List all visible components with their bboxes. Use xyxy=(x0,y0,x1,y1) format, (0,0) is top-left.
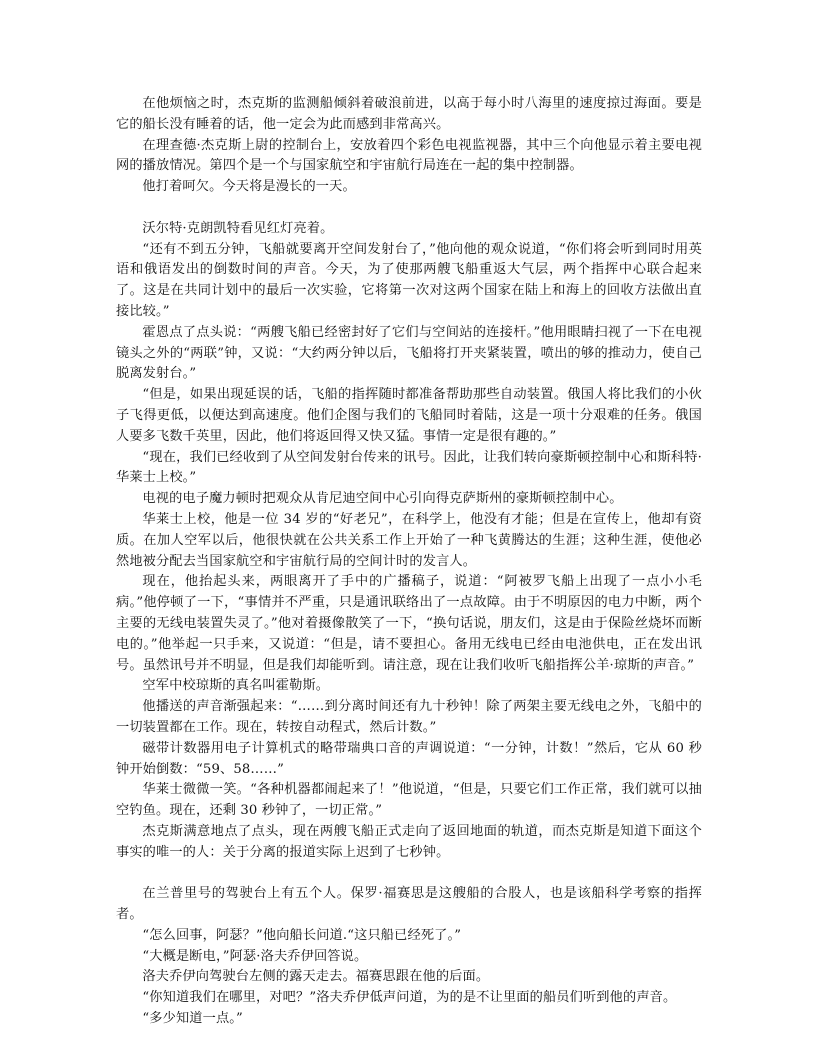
paragraph: 他打着呵欠。今天将是漫长的一天。 xyxy=(142,179,356,195)
paragraph: “多少知道一点。” xyxy=(142,1011,243,1027)
paragraph: “现在，我们已经收到了从空间发射台传来的讯号。因此，让我们转向豪斯顿控制中心和斯科特·华莱士上校。” xyxy=(116,449,702,486)
paragraph: 电视的电子魔力顿时把观众从肯尼迪空间中心引向得克萨斯州的豪斯顿控制中心。 xyxy=(142,491,623,507)
paragraph: “怎么回事，阿瑟？”他向船长问道.“这只船已经死了。” xyxy=(142,927,462,943)
paragraph: 他播送的声音渐强起来：“……到分离时间还有九十秒钟！除了两架主要无线电之外，飞船中的一切装置都在工作。现在，转按自动程式，然后计数。” xyxy=(116,699,702,735)
paragraph: 杰克斯满意地点了点头，现在两艘飞船正式走向了返回地面的轨道，而杰克斯是知道下面这个事实的唯一的人：关于分离的报道实际上迟到了七秒钟。 xyxy=(116,823,702,860)
paragraph: “但是，如果出现延误的话，飞船的指挥随时都准备帮助那些自动装置。俄国人将比我们的小伙子飞得更低，以便达到高速度。他们企图与我们的飞船同时着陆，这是一项十分艰难的任务。俄国人要多飞数千英里，因此，他们将返回得又快又猛。事情一定是很有趣的。” xyxy=(116,387,702,444)
document-page xyxy=(116,94,702,1030)
section-break xyxy=(116,198,702,219)
paragraph: 现在，他抬起头来，两眼离开了手中的广播稿子，说道：“阿被罗飞船上出现了一点小小毛病。”他停顿了一下，“事情并不严重，只是通讯联络出了一点故障。由于不明原因的电力中断，两个主要的无线电装置失灵了。”他对着摄像散笑了一下，“换句话说，朋友们，这是由于保险丝烧坏而断电的。”他举起一只手来，又说道：“但是，请不要担心。备用无线电已经由电池供电，正在发出讯号。虽然讯号并不明显，但是我们却能听到。请注意，现在让我们收听飞船指挥公羊·琼斯的声音。” xyxy=(116,574,702,673)
paragraph: “大概是断电，”阿瑟·洛夫乔伊回答说。 xyxy=(142,948,368,964)
paragraph: 在理查德·杰克斯上尉的控制台上，安放着四个彩色电视监视器，其中三个向他显示着主要电视网的播放情况。第四个是一个与国家航空和宇宙航行局连在一起的集中控制器。 xyxy=(116,137,702,174)
paragraph: 华莱士上校，他是一位 34 岁的“好老兄”，在科学上，他没有才能；但是在宣传上，他却有资质。在加人空军以后，他很快就在公共关系工作上开始了一种飞黄腾达的生涯；这种生涯，使他必然地被分配去当国家航空和宇宙航行局的空间计时的发言人。 xyxy=(116,511,702,569)
paragraph: “你知道我们在哪里，对吧？”洛夫乔伊低声问道，为的是不让里面的船员们听到他的声音。 xyxy=(142,990,677,1006)
paragraph: 在兰普里号的驾驶台上有五个人。保罗·福赛思是这艘船的合股人，也是该船科学考察的指挥者。 xyxy=(116,886,702,923)
paragraph: 沃尔特·克朗凯特看见红灯亮着。 xyxy=(142,220,334,236)
paragraph: 霍恩点了点头说：“两艘飞船已经密封好了它们与空间站的连接杆。”他用眼睛扫视了一下在电视镜头之外的“两联”钟，又说：“大约两分钟以后，飞船将打开夹紧装置，喷出的够的推动力，使自己脱离发射台。” xyxy=(116,324,702,382)
paragraph: 洛夫乔伊向驾驶台左侧的露天走去。福赛思跟在他的后面。 xyxy=(142,969,490,985)
paragraph: “还有不到五分钟，飞船就要离开空间发射台了，”他向他的观众说道，“你们将会听到同时用英语和俄语发出的倒数时间的声音。今天，为了使那两艘飞船重返大气层，两个指挥中心联合起来了。这是在共同计划中的最后一次实验，它将第一次对这两个国家在陆上和海上的回收方法做出直接比较。” xyxy=(116,241,702,319)
paragraph: 空军中校琼斯的真名叫霍勒斯。 xyxy=(142,678,330,694)
paragraph: 在他烦恼之时，杰克斯的监测船倾斜着破浪前进，以高于每小时八海里的速度掠过海面。要是它的船长没有睡着的话，他一定会为此而感到非常高兴。 xyxy=(116,96,702,132)
section-break xyxy=(116,863,702,884)
paragraph: 华莱士微微一笑。“各种机器都闹起来了！”他说道，“但是，只要它们工作正常，我们就可以抽空钓鱼。现在，还剩 30 秒钟了，一切正常。” xyxy=(116,782,702,819)
paragraph: 磁带计数器用电子计算机式的略带瑞典口音的声调说道：“一分钟，计数！”然后，它从 60 秒钟开始倒数：“59、58……” xyxy=(116,740,702,777)
